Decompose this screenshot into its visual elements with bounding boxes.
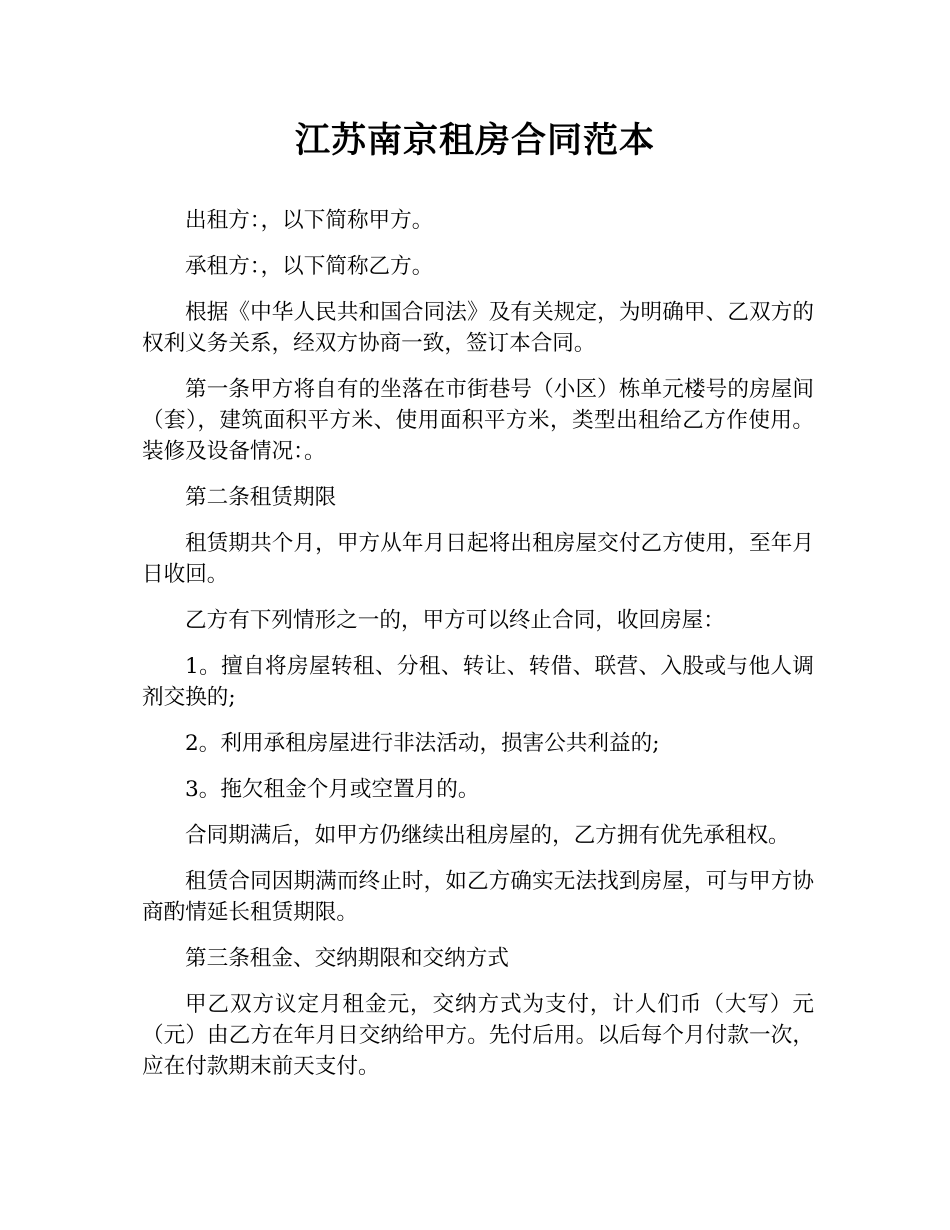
paragraph-lessee: 承租方：，以下简称乙方。 xyxy=(185,254,434,279)
document-body xyxy=(142,205,814,1097)
paragraph-lease-term: 租赁期共个月，甲方从年月日起将出租房屋交付乙方使用，至年月日收回。 xyxy=(142,531,814,587)
paragraph-priority-right: 合同期满后，如甲方仍继续出租房屋的，乙方拥有优先承租权。 xyxy=(185,823,790,848)
paragraph-rent-payment: 甲乙双方议定月租金元，交纳方式为支付，计人们币（大写）元（元）由乙方在年月日交纳给甲方。先付后用。以后每个月付款一次，应在付款期末前天支付。 xyxy=(142,992,814,1079)
paragraph-lessor: 出租方：，以下简称甲方。 xyxy=(185,208,434,233)
document-title: 江苏南京租房合同范本 xyxy=(294,121,655,161)
list-item-3: 3。拖欠租金个月或空置月的。 xyxy=(185,777,480,802)
list-item-1: 1。擅自将房屋转租、分租、转让、转借、联营、入股或与他人调剂交换的; xyxy=(142,654,814,710)
paragraph-termination-intro: 乙方有下列情形之一的，甲方可以终止合同，收回房屋： xyxy=(185,608,725,633)
paragraph-preamble: 根据《中华人民共和国合同法》及有关规定，为明确甲、乙双方的权利义务关系，经双方协商一致，签订本合同。 xyxy=(142,300,814,356)
heading-article-2: 第二条租赁期限 xyxy=(185,485,337,510)
paragraph-extension: 租赁合同因期满而终止时，如乙方确实无法找到房屋，可与甲方协商酌情延长租赁期限。 xyxy=(142,869,814,925)
paragraph-article-1: 第一条甲方将自有的坐落在市街巷号（小区）栋单元楼号的房屋间（套），建筑面积平方米、使用面积平方米，类型出租给乙方作使用。装修及设备情况：。 xyxy=(142,377,814,464)
heading-article-3: 第三条租金、交纳期限和交纳方式 xyxy=(185,946,509,971)
list-item-2: 2。利用承租房屋进行非法活动，损害公共利益的; xyxy=(185,731,660,756)
